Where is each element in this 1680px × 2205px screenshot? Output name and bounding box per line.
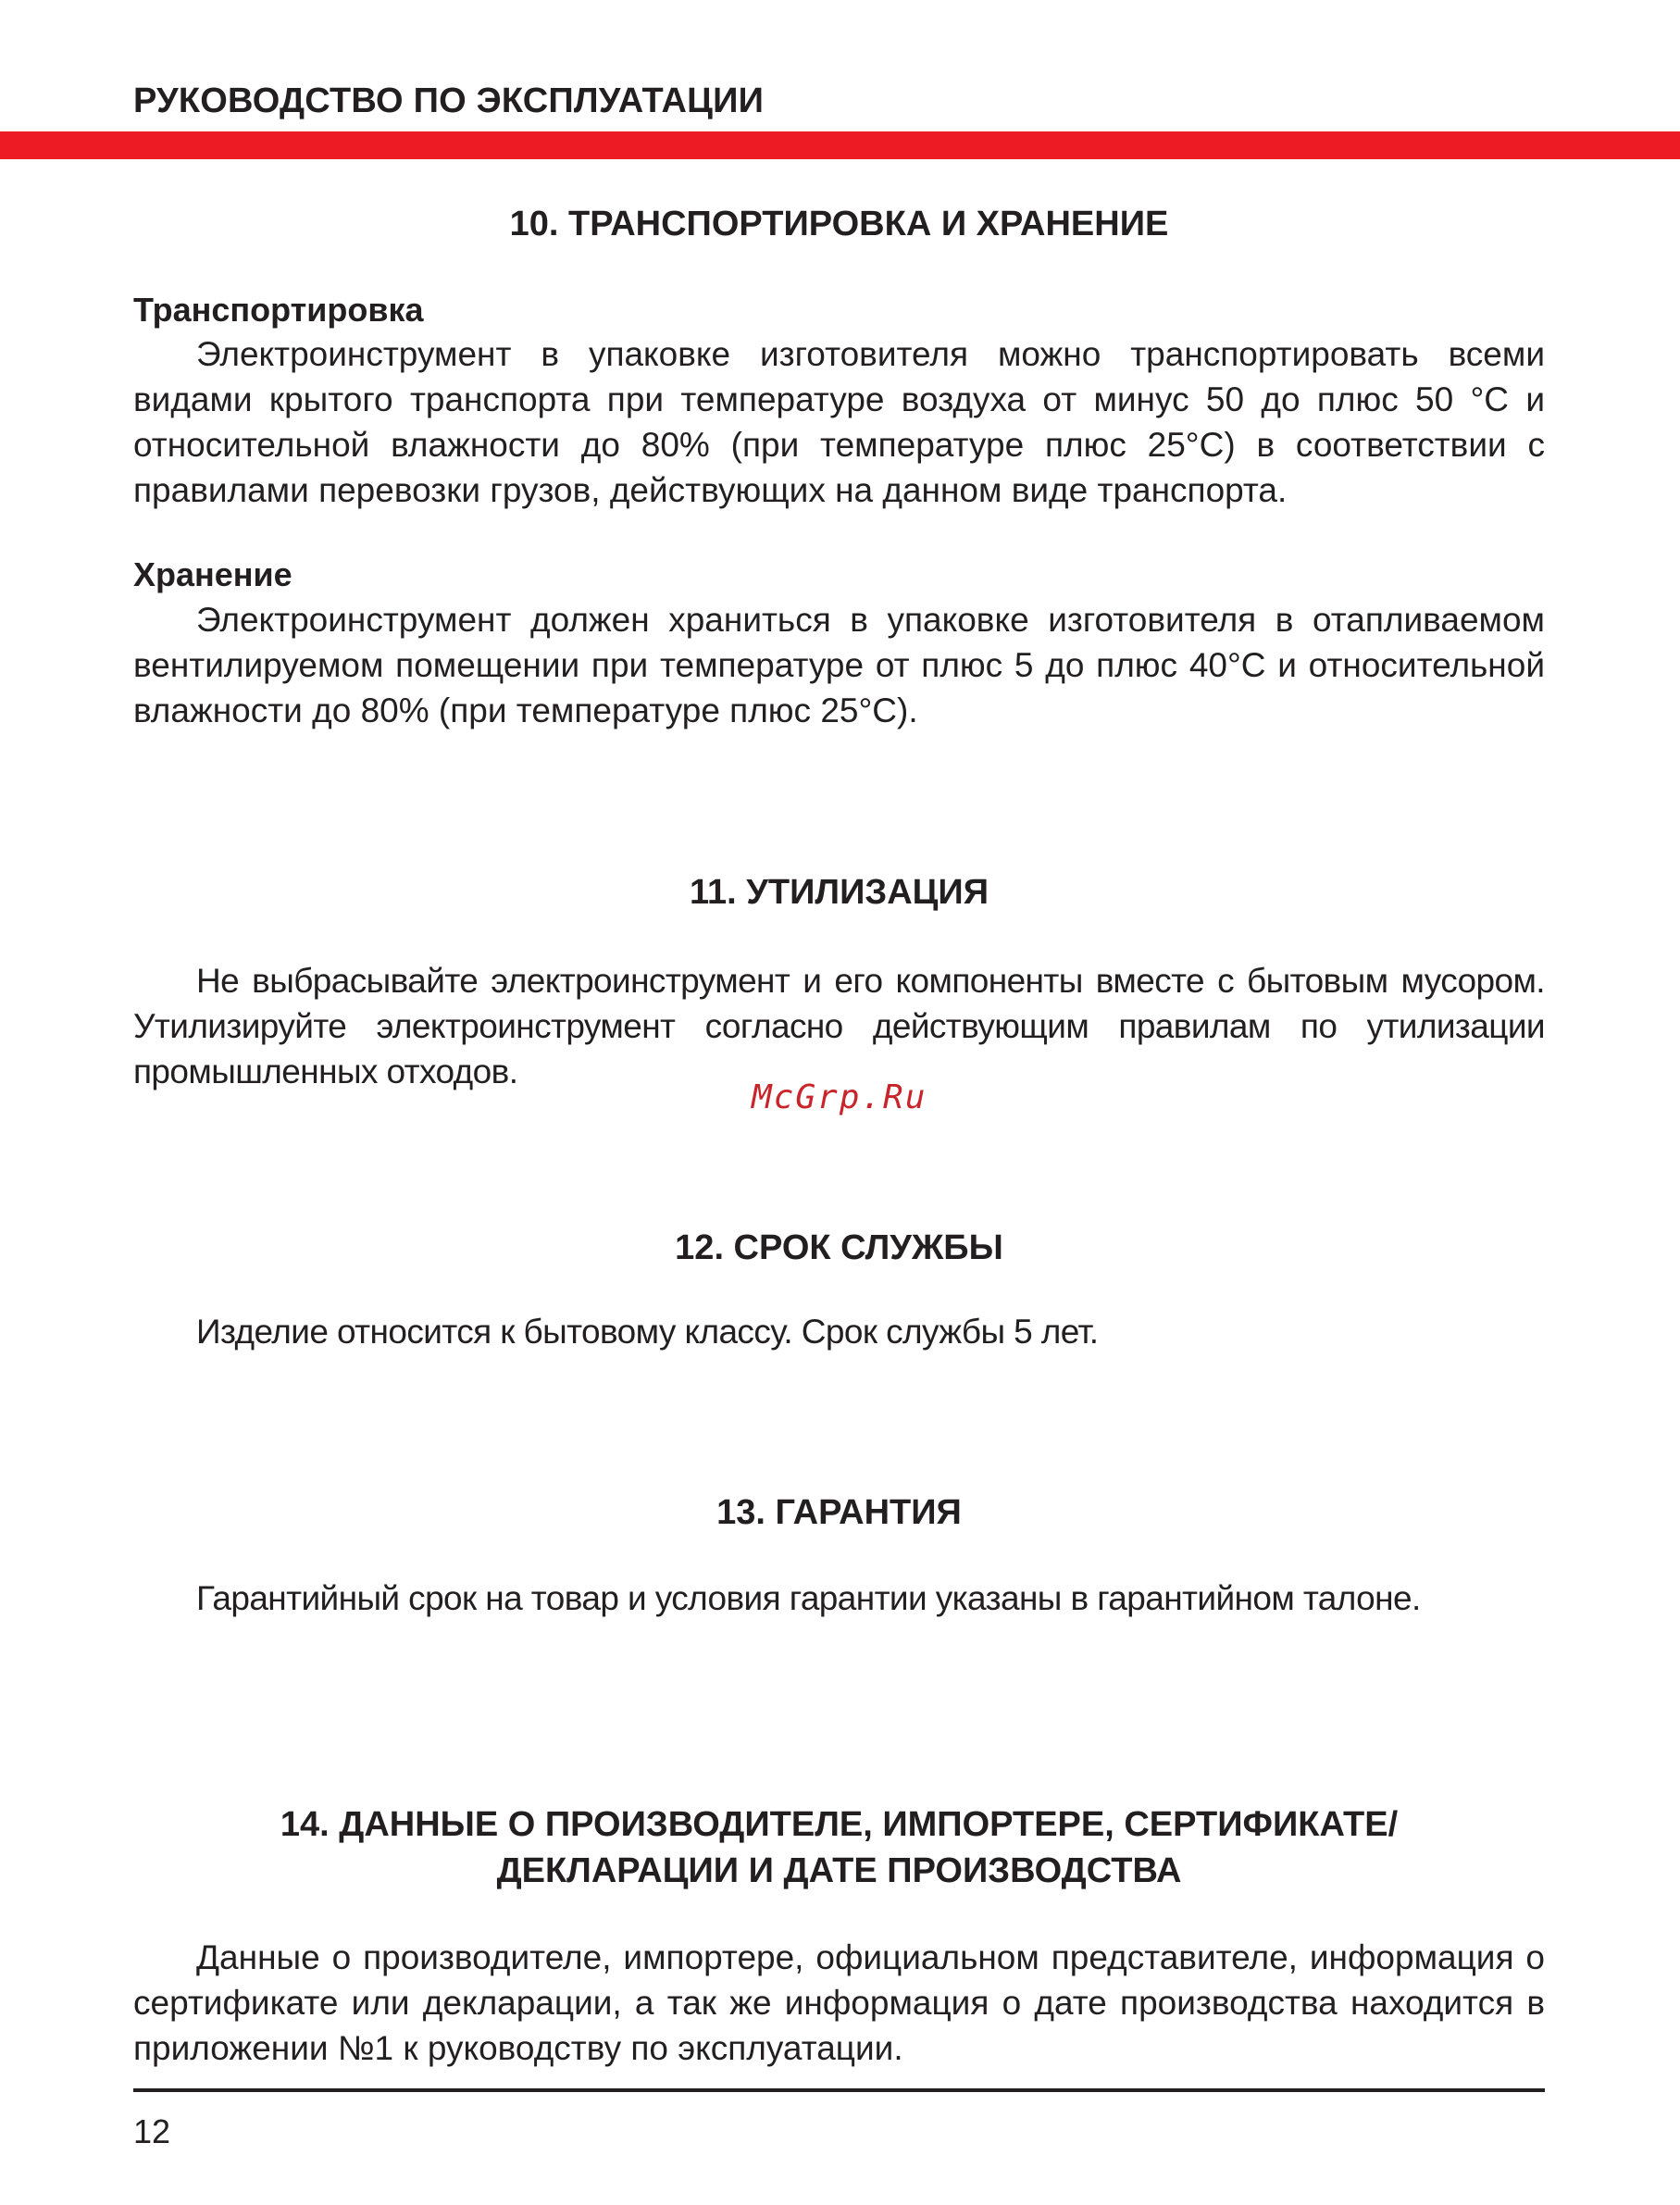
manufacturer-data-paragraph: Данные о производителе, импортере, официальном представителе, информация о сертификате или декларации, а так же информация о дате производства находится в приложении №1 к руководству по эксплуатации.: [133, 1938, 1545, 2067]
disposal-paragraph: Не выбрасывайте электроинструмент и его компоненты вместе с бытовым мусором. Утилизируйте электроинструмент согласно действующим правилам по утилизации промышленных отходов.: [133, 962, 1545, 1090]
footer-rule: [133, 2088, 1545, 2092]
watermark: McGrp.Ru: [752, 1078, 927, 1116]
header-red-bar: [0, 131, 1680, 159]
section-14-heading-line2: ДЕКЛАРАЦИИ И ДАТЕ ПРОИЗВОДСТВА: [496, 1851, 1182, 1890]
transport-paragraph: Электроинструмент в упаковке изготовителя можно транспортировать всеми видами крытого транспорта при температуре воздуха от минус 50 до плюс 50 °С и относительной влажности до 80% (при температуре плюс 25°С) в соответствии с правилами перевозки грузов, действующих на данном виде транспорта.: [133, 335, 1545, 509]
section-11-heading: 11. УТИЛИЗАЦИЯ: [689, 873, 989, 912]
section-13-heading: 13. ГАРАНТИЯ: [716, 1493, 962, 1532]
page-number: 12: [133, 2112, 171, 2150]
page-header-title: РУКОВОДСТВО ПО ЭКСПЛУАТАЦИИ: [133, 81, 765, 120]
section-14-heading-line1: 14. ДАННЫЕ О ПРОИЗВОДИТЕЛЕ, ИМПОРТЕРЕ, СЕРТИФИКАТЕ/: [280, 1805, 1399, 1844]
section-12-heading: 12. СРОК СЛУЖБЫ: [675, 1228, 1003, 1267]
service-life-text: Изделие относится к бытовому классу. Срок службы 5 лет.: [196, 1313, 1099, 1351]
transport-subheading: Транспортировка: [133, 291, 424, 329]
storage-paragraph: Электроинструмент должен храниться в упаковке изготовителя в отапливаемом вентилируемом помещении при температуре от плюс 5 до плюс 40°С и относительной влажности до 80% (при температуре плюс 25°С).: [133, 601, 1545, 729]
section-10-heading: 10. ТРАНСПОРТИРОВКА И ХРАНЕНИЕ: [509, 205, 1169, 243]
warranty-text: Гарантийный срок на товар и условия гарантии указаны в гарантийном талоне.: [196, 1579, 1421, 1617]
storage-subheading: Хранение: [133, 555, 292, 593]
